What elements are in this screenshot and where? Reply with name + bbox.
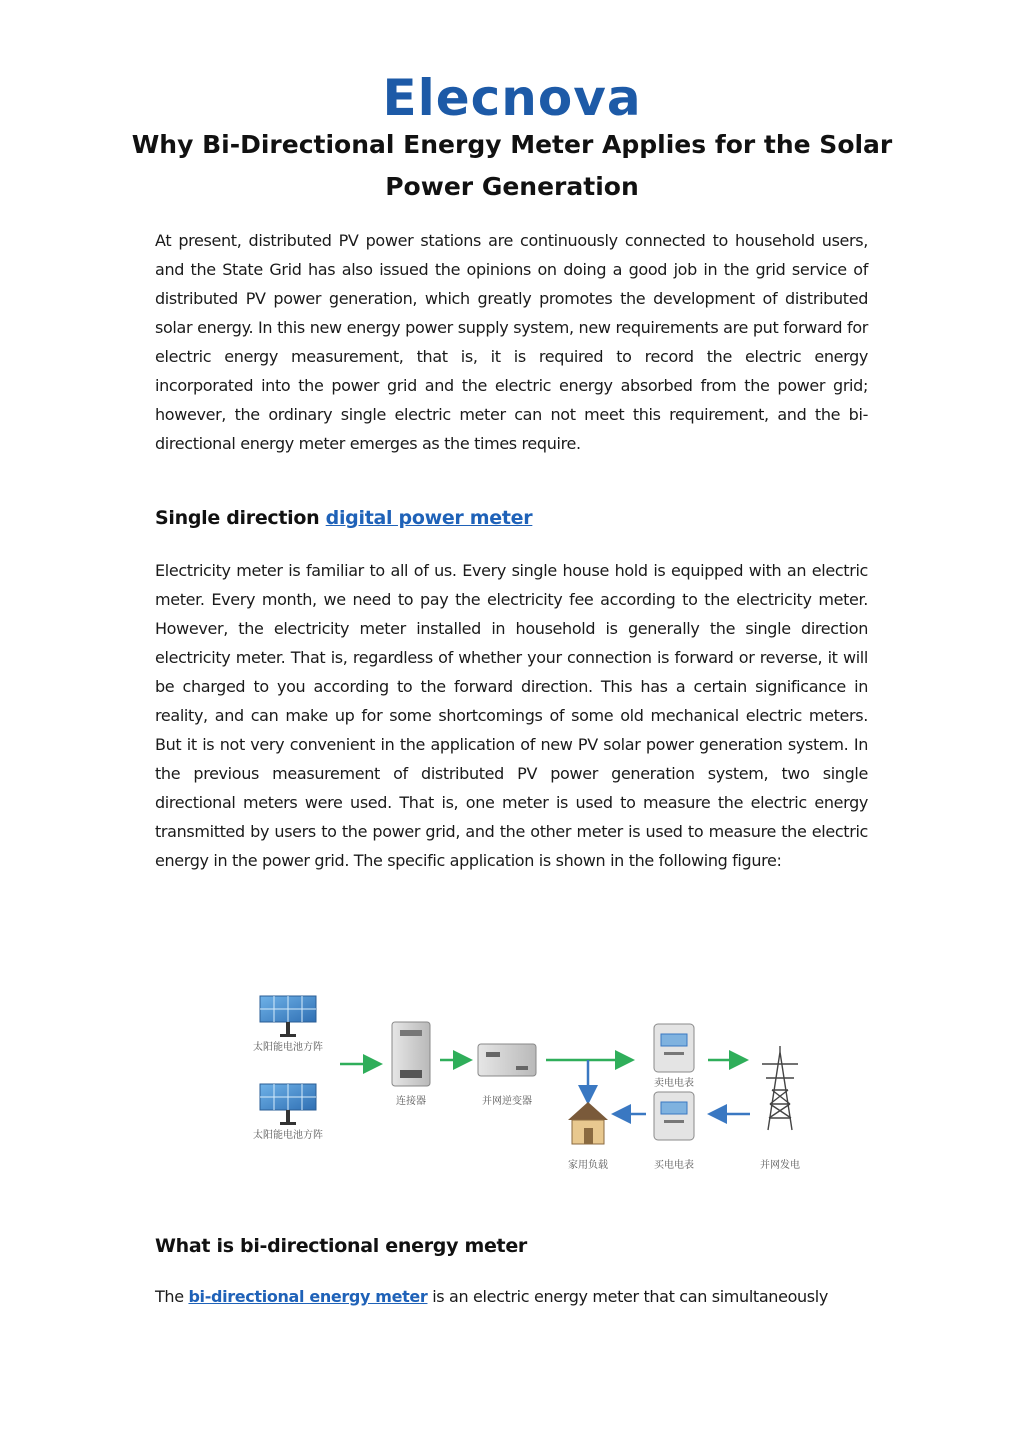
digital-power-meter-link[interactable]: digital power meter bbox=[325, 507, 533, 529]
paragraph-suffix: is an electric energy meter that can simultaneously bbox=[427, 1287, 829, 1306]
buy-meter-label: 买电电表 bbox=[654, 1160, 694, 1171]
sell-meter-label: 卖电电表 bbox=[654, 1078, 694, 1089]
section-heading-bi-directional: What is bi-directional energy meter bbox=[155, 1235, 527, 1257]
page-title: Why Bi-Directional Energy Meter Applies for the Solar Power Generation bbox=[131, 130, 893, 201]
solar-array-1-label: 太阳能电池方阵 bbox=[253, 1042, 323, 1053]
single-direction-paragraph: Electricity meter is familiar to all of us. Every single house hold is equipped with an electric meter. Every month, we need to pay the electricity fee according to the electricity meter. However, the electricity meter installed in household is generally the single direction electricity meter. That is, regardless of whether your connection is forward or reverse, it will be charged to you according to the forward direction. This has a certain significance in reality, and can make up for some shortcomings of some old mechanical electric meters. But it is not very convenient in the application of new PV solar power generation system. In the previous measurement of distributed PV power generation system, two single directional meters were used. That is, one meter is used to measure the electric energy transmitted by users to the power grid, and the other meter is used to measure the electric energy in the power grid. The specific application is shown in the following figure: bbox=[155, 561, 868, 870]
combiner-label: 连接器 bbox=[396, 1096, 426, 1107]
sell-meter-icon bbox=[654, 1024, 694, 1072]
solar-panel-1-icon bbox=[260, 996, 316, 1037]
solar-panel-2-icon bbox=[260, 1084, 316, 1125]
bi-directional-energy-meter-link[interactable]: bi-directional energy meter bbox=[188, 1287, 428, 1306]
household-load-label: 家用负载 bbox=[568, 1160, 608, 1171]
grid-label: 并网发电 bbox=[760, 1160, 800, 1171]
inverter-icon bbox=[478, 1044, 536, 1076]
buy-meter-icon bbox=[654, 1092, 694, 1140]
section-heading-single-direction bbox=[155, 507, 532, 529]
intro-paragraph: At present, distributed PV power stations are continuously connected to household users, and the State Grid has also issued the opinions on doing a good job in the grid service of distributed PV power generation, which greatly promotes the development of distributed solar energy. In this new energy power supply system, new requirements are put forward for electric energy measurement, that is, it is required to record the electric energy incorporated into the power grid and the electric energy absorbed from the power grid; however, the ordinary single electric meter can not meet this requirement, and the bi-directional energy meter emerges as the times require. bbox=[155, 231, 868, 453]
solar-array-2-label: 太阳能电池方阵 bbox=[253, 1130, 323, 1141]
transmission-tower-icon bbox=[762, 1046, 798, 1130]
house-icon bbox=[568, 1102, 608, 1144]
bi-directional-paragraph bbox=[155, 1282, 868, 1311]
metering-diagram bbox=[156, 978, 868, 1198]
combiner-icon bbox=[392, 1022, 430, 1086]
paragraph-prefix: The bbox=[155, 1287, 189, 1306]
elecnova-logo: Elecnova bbox=[382, 69, 642, 127]
heading-text: Single direction bbox=[155, 507, 326, 529]
inverter-label: 并网逆变器 bbox=[482, 1096, 532, 1107]
